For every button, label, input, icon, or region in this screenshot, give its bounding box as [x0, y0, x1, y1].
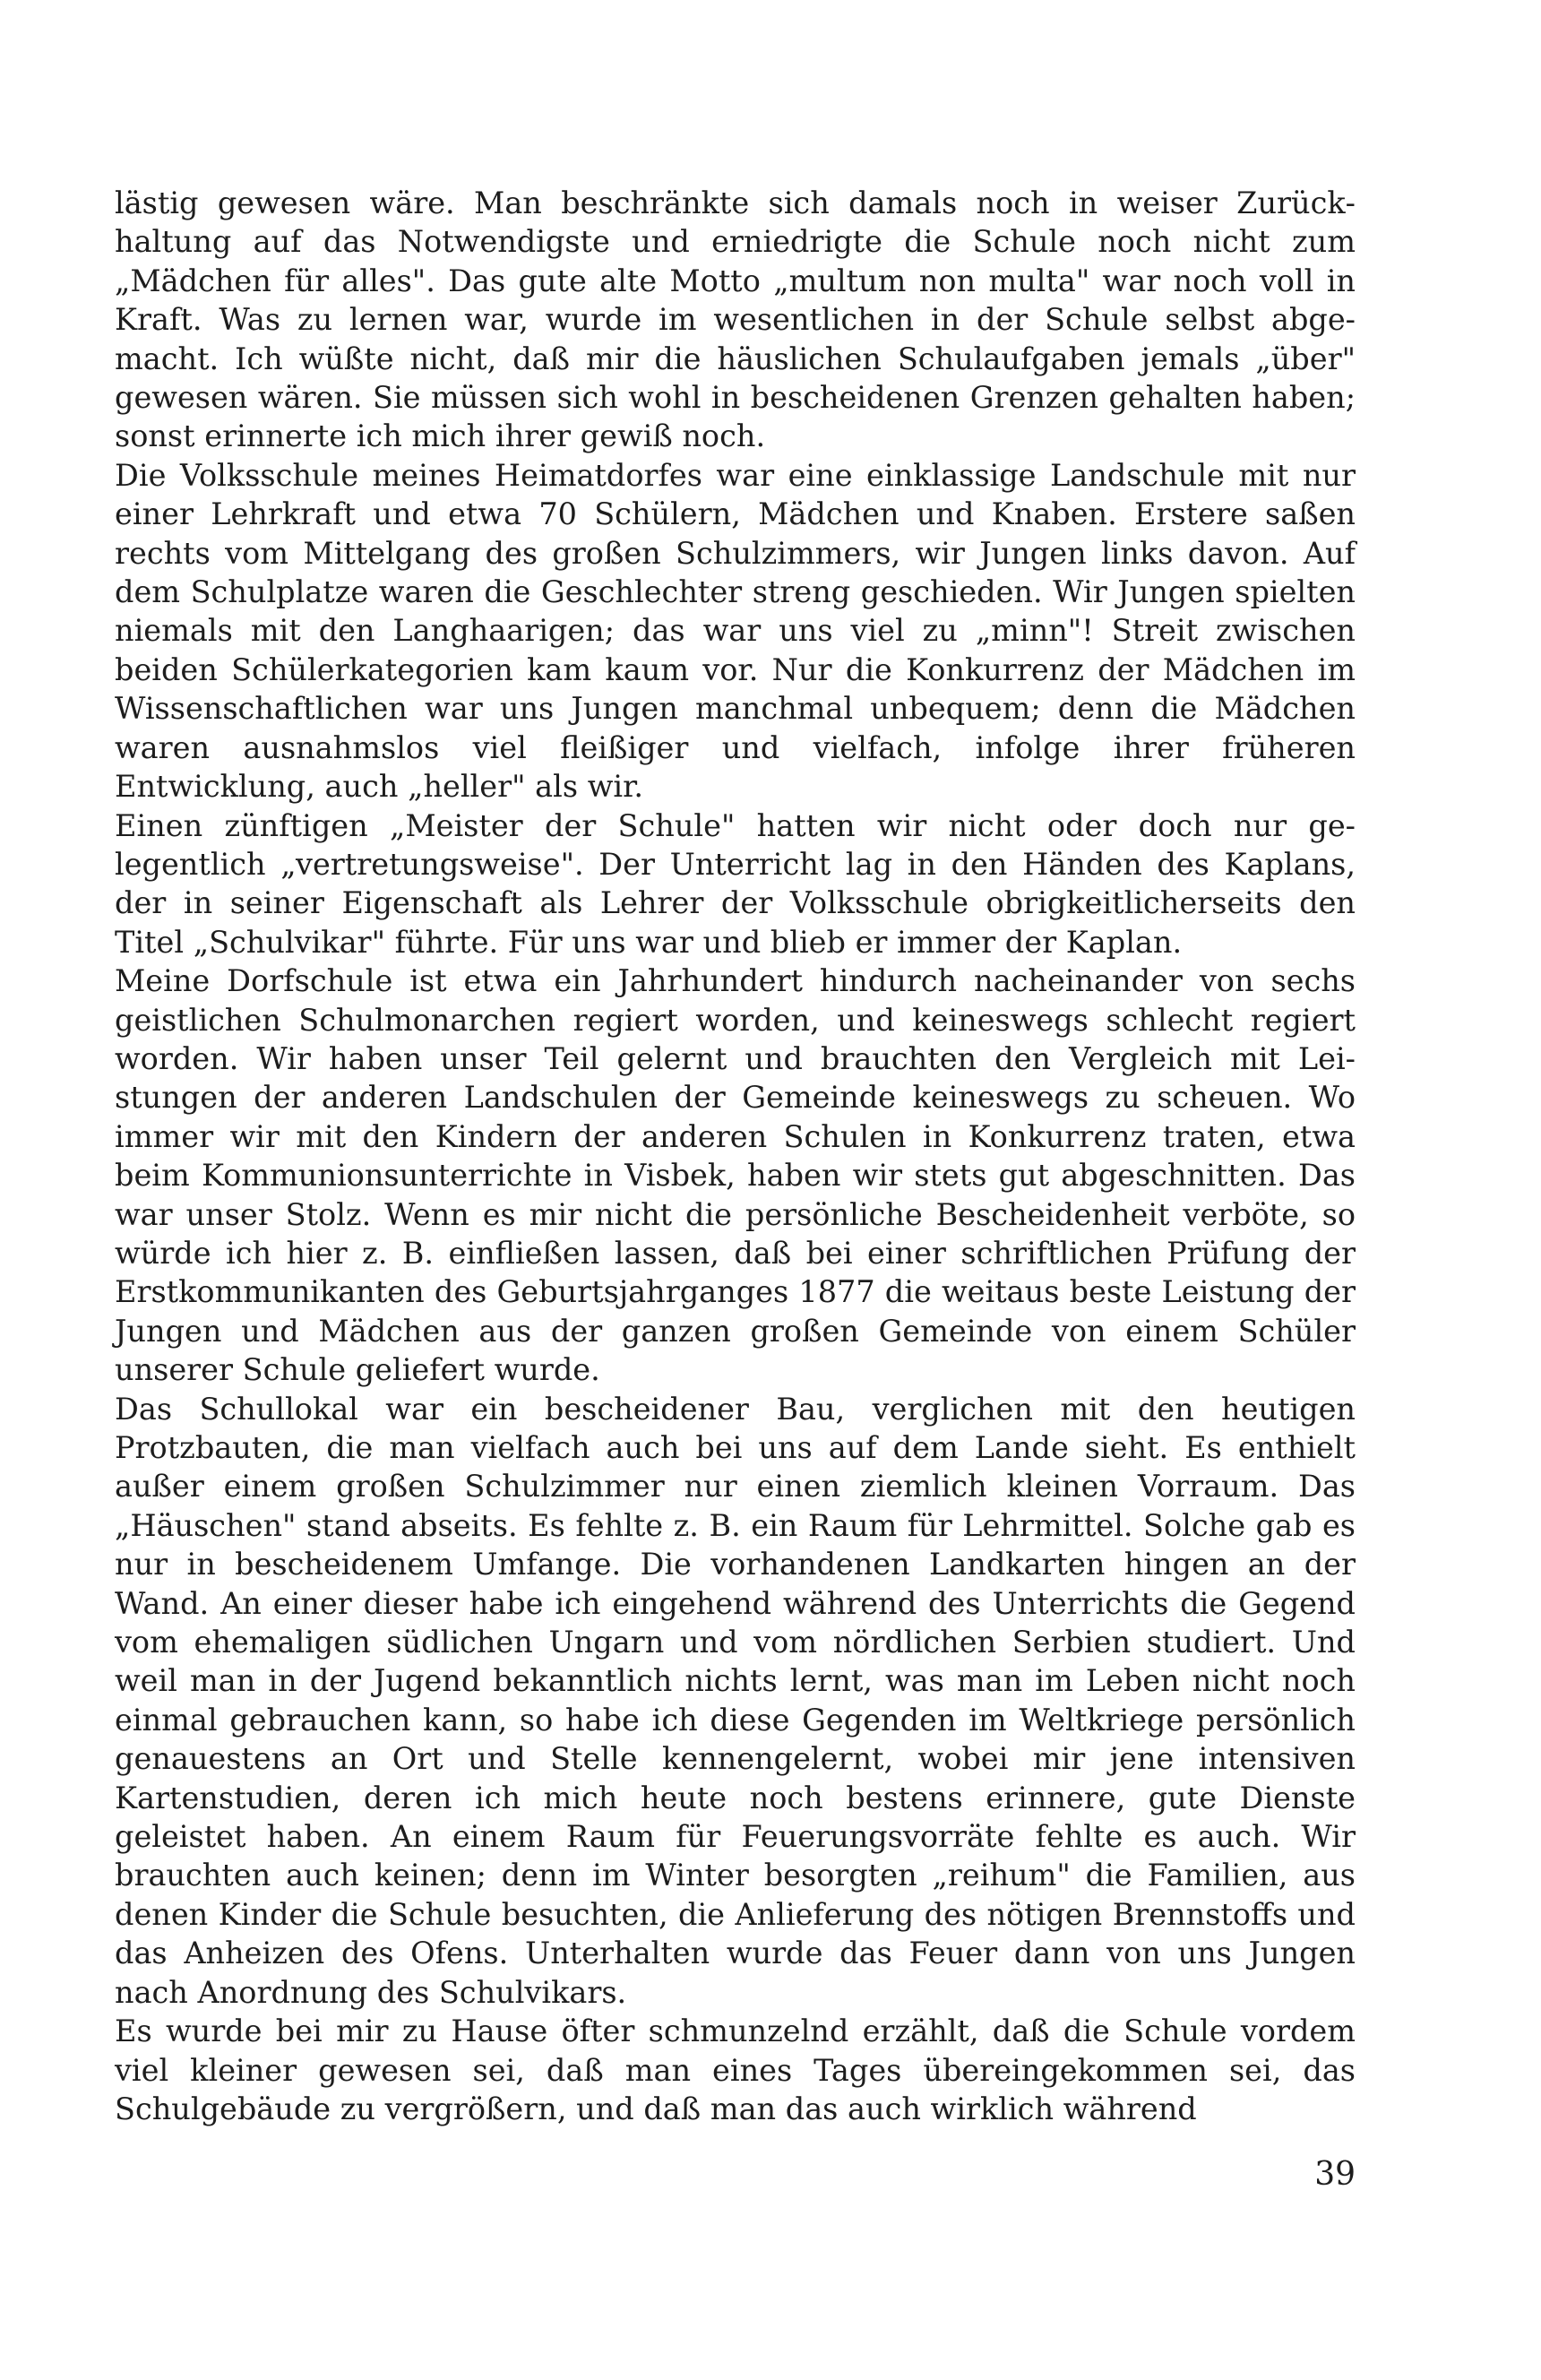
- paragraph-5: Das Schullokal war ein bescheidener Bau, verglichen mit den heutigen Protzbauten, die man vielfach auch bei uns auf dem Lande sieht. Es enthielt außer einem großen Schulzimmer nur einen ziemlich kleinen Vorraum. Das „Häuschen" stand abseits. Es fehlte z. B. ein Raum für Lehrmittel. Solche gab es nur in bescheidenem Umfange. Die vorhandenen Landkarten hingen an der Wand. An einer dieser habe ich eingehend während des Unterrichts die Gegend vom ehemaligen südlichen Ungarn und vom nördlichen Serbien studiert. Und weil man in der Jugend bekanntlich nichts lernt, was man im Leben nicht noch einmal gebrauchen kann, so habe ich diese Gegenden im Weltkriege persönlich genauestens an Ort und Stelle kennengelernt, wobei mir jene intensiven Kartenstudien, deren ich mich heute noch bestens erinnere, gute Dienste geleistet haben. An einem Raum für Feuerungsvorräte fehlte es auch. Wir brauchten auch keinen; denn im Winter besorgten „reihum" die Familien, aus denen Kinder die Schule besuchten, die Anlieferung des nötigen Brennstoffs und das Anheizen des Ofens. Unterhalten wurde das Feuer dann von uns Jungen nach Anordnung des Schulvikars.: [115, 1391, 1356, 2010]
- paragraph-2: Die Volksschule meines Heimatdorfes war eine einklassige Landschule mit nur einer Lehrkraft und etwa 70 Schülern, Mädchen und Knaben. Erstere saßen rechts vom Mittelgang des großen Schulzimmers, wir Jungen links davon. Auf dem Schulplatze waren die Geschlechter streng geschieden. Wir Jungen spielten niemals mit den Langhaarigen; das war uns viel zu „minn"! Streit zwischen beiden Schülerkategorien kam kaum vor. Nur die Konkurrenz der Mädchen im Wissenschaftlichen war uns Jungen manchmal unbequem; denn die Mädchen waren ausnahmslos viel fleißiger und vielfach, infolge ihrer früheren Entwicklung, auch „heller" als wir.: [115, 457, 1356, 805]
- page-number: 39: [1314, 2156, 1356, 2193]
- paragraph-4: Meine Dorfschule ist etwa ein Jahrhundert hindurch nacheinander von sechs geistlichen Schulmonarchen regiert worden, und keineswegs schlecht regiert worden. Wir haben unser Teil gelernt und brauchten den Vergleich mit Leistungen der anderen Landschulen der Gemeinde keineswegs zu scheuen. Wo immer wir mit den Kindern der anderen Schulen in Konkurrenz traten, etwa beim Kommunionsunterrichte in Visbek, haben wir stets gut abgeschnitten. Das war unser Stolz. Wenn es mir nicht die persönliche Bescheidenheit verböte, so würde ich hier z. B. einfließen lassen, daß bei einer schriftlichen Prüfung der Erstkommunikanten des Geburtsjahrganges 1877 die weitaus beste Leistung der Jungen und Mädchen aus der ganzen großen Gemeinde von einem Schüler unserer Schule geliefert wurde.: [115, 963, 1356, 1388]
- paragraph-3: Einen zünftigen „Meister der Schule" hatten wir nicht oder doch nur gelegentlich „vertretungsweise". Der Unterricht lag in den Händen des Kaplans, der in seiner Eigenschaft als Lehrer der Volksschule obrigkeitlicherseits den Titel „Schulvikar" führte. Für uns war und blieb er immer der Kaplan.: [115, 807, 1356, 960]
- paragraph-6: Es wurde bei mir zu Hause öfter schmunzelnd erzählt, daß die Schule vordem viel kleiner gewesen sei, daß man eines Tages übereingekommen sei, das Schulgebäude zu vergrößern, und daß man das auch wirklich während: [115, 2014, 1356, 2126]
- body-text: [115, 184, 1356, 2128]
- paragraph-1: lästig gewesen wäre. Man beschränkte sich damals noch in weiser Zurückhaltung auf das Notwendigste und erniedrigte die Schule noch nicht zum „Mädchen für alles". Das gute alte Motto „multum non multa" war noch voll in Kraft. Was zu lernen war, wurde im wesentlichen in der Schule selbst abgemacht. Ich wüßte nicht, daß mir die häuslichen Schulaufgaben jemals „über" gewesen wären. Sie müssen sich wohl in bescheidenen Grenzen gehalten haben; sonst erinnerte ich mich ihrer gewiß noch.: [115, 185, 1356, 454]
